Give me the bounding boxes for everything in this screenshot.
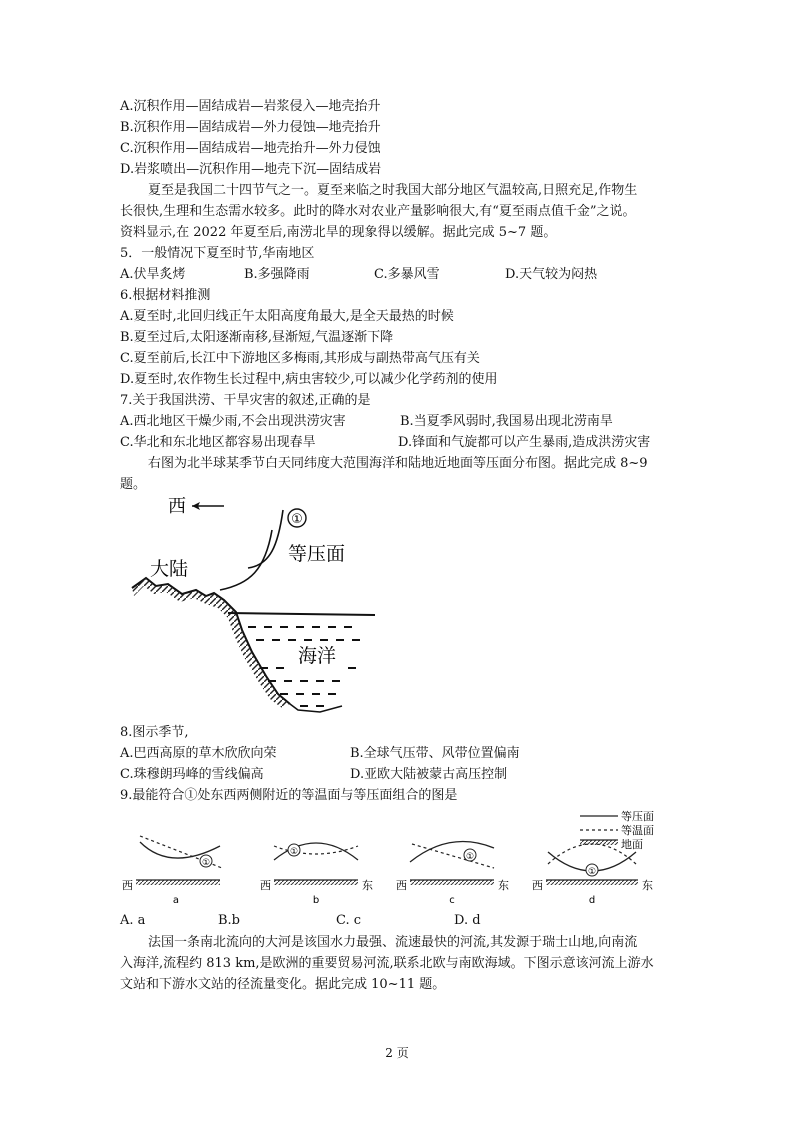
isotherm-line	[274, 846, 358, 854]
figure-legend	[580, 810, 654, 851]
ocean-label: 海洋	[298, 645, 337, 667]
q9-option-a: A. a	[120, 913, 146, 928]
marker-label: ①	[201, 858, 211, 868]
q6-option-d: D.夏至时,农作物生长过程中,病虫害较少,可以减少化学药剂的使用	[120, 372, 498, 387]
west-label: 西	[122, 879, 133, 892]
legend-ground: 地面	[621, 838, 643, 851]
east-label: 东	[498, 879, 509, 892]
west-label: 西	[260, 879, 271, 892]
q4-option-c: C.沉积作用—固结成岩—地壳抬升—外力侵蚀	[120, 141, 381, 156]
q5-stem: 5．一般情况下夏至时节,华南地区	[120, 246, 315, 261]
marker-label: ①	[289, 847, 299, 857]
panel-label-d: d	[588, 895, 596, 906]
q7-option-b: B.当夏季风弱时,我国易出现北涝南旱	[400, 414, 613, 429]
isotherm-line	[412, 844, 494, 868]
isobar-label: 等压面	[288, 543, 346, 565]
panel-d	[532, 844, 653, 906]
q7-option-d: D.锋面和气旋都可以产生暴雨,造成洪涝灾害	[398, 435, 651, 450]
q7-option-a: A.西北地区干燥少雨,不会出现洪涝灾害	[120, 414, 346, 429]
panel-label-a: a	[172, 895, 180, 906]
q9-stem: 9.最能符合①处东西两侧附近的等温面与等压面组合的图是	[120, 788, 458, 803]
legend-isobar: 等压面	[621, 810, 654, 823]
isobar-line	[410, 842, 494, 862]
q5-option-b: B.多强降雨	[244, 267, 310, 282]
q8-option-b: B.全球气压带、风带位置偏南	[350, 746, 520, 761]
page-number: 2 页	[385, 1046, 409, 1060]
material2-line: 右图为北半球某季节白天同纬度大范围海洋和陆地近地面等压面分布图。据此完成 8~9	[148, 456, 648, 471]
q4-option-b: B.沉积作用—固结成岩—外力侵蚀—地壳抬升	[120, 120, 381, 135]
marker-label: ①	[587, 867, 597, 877]
q5-option-a: A.伏旱炙烤	[120, 267, 186, 282]
material3-line: 文站和下游水文站的径流量变化。据此完成 10~11 题。	[120, 977, 446, 992]
panel-label-c: c	[449, 895, 455, 906]
q4-option-d: D.岩浆喷出—沉积作用—地壳下沉—固结成岩	[120, 162, 382, 177]
ocean-surface	[228, 613, 375, 615]
west-label: 西	[168, 496, 186, 517]
west-arrow-icon	[192, 502, 224, 510]
q7-option-c: C.华北和东北地区都容易出现春旱	[120, 435, 316, 450]
q5-option-d: D.天气较为闷热	[505, 267, 598, 282]
legend-isotherm: 等温面	[621, 824, 654, 837]
q8-stem: 8.图示季节,	[120, 725, 189, 740]
west-label: 西	[532, 879, 543, 892]
east-label: 东	[642, 879, 653, 892]
q6-option-b: B.夏至过后,太阳逐渐南移,昼渐短,气温逐渐下降	[120, 330, 394, 345]
panel-a	[122, 836, 222, 906]
material3-line: 法国一条南北流向的大河是该国水力最强、流速最快的河流,其发源于瑞士山地,向南流	[148, 935, 638, 950]
west-label: 西	[396, 879, 407, 892]
q6-stem: 6.根据材料推测	[120, 288, 211, 303]
q8-option-c: C.珠穆朗玛峰的雪线偏高	[120, 767, 264, 782]
panel-label-b: b	[312, 895, 320, 906]
q4-option-a: A.沉积作用—固结成岩—岩浆侵入—地壳抬升	[120, 99, 381, 114]
material2-line: 题。	[120, 477, 147, 492]
marker-label: ①	[465, 852, 475, 862]
marker-label: ①	[291, 512, 303, 527]
material1-line: 资料显示,在 2022 年夏至后,南涝北旱的现象得以缓解。据此完成 5~7 题。	[120, 225, 557, 240]
q8-option-a: A.巴西高原的草木欣欣向荣	[120, 746, 277, 761]
land-label: 大陆	[150, 558, 189, 580]
material1-line: 长很快,生理和生态需水较多。此时的降水对农业产量影响很大,有“夏至雨点值千金”之说。	[120, 204, 636, 219]
q7-stem: 7.关于我国洪涝、干旱灾害的叙述,正确的是	[120, 393, 371, 408]
q8-option-d: D.亚欧大陆被蒙古高压控制	[350, 767, 508, 782]
q5-option-c: C.多暴风雪	[374, 267, 440, 282]
panel-b	[260, 843, 373, 906]
q6-option-a: A.夏至时,北回归线正午太阳高度角最大,是全天最热的时候	[120, 309, 454, 324]
isobar-curve-upper	[248, 510, 283, 568]
isobar-land-ocean-figure	[120, 490, 390, 720]
east-label: 东	[362, 879, 373, 892]
land-hatching	[132, 578, 290, 708]
q6-option-c: C.夏至前后,长江中下游地区多梅雨,其形成与副热带高气压有关	[120, 351, 480, 366]
q9-option-b: B.b	[218, 913, 241, 928]
material3-line: 入海洋,流程约 813 km,是欧洲的重要贸易河流,联系北欧与南欧海域。下图示意该河流上游水	[120, 956, 654, 971]
q9-option-c: C. c	[336, 913, 362, 928]
isobar-line	[274, 843, 358, 860]
material1-line: 夏至是我国二十四节气之一。夏至来临之时我国大部分地区气温较高,日照充足,作物生	[148, 183, 638, 198]
q9-option-d: D. d	[454, 913, 481, 928]
isotherm-isobar-panels-figure	[110, 806, 670, 910]
panel-c	[396, 842, 509, 906]
